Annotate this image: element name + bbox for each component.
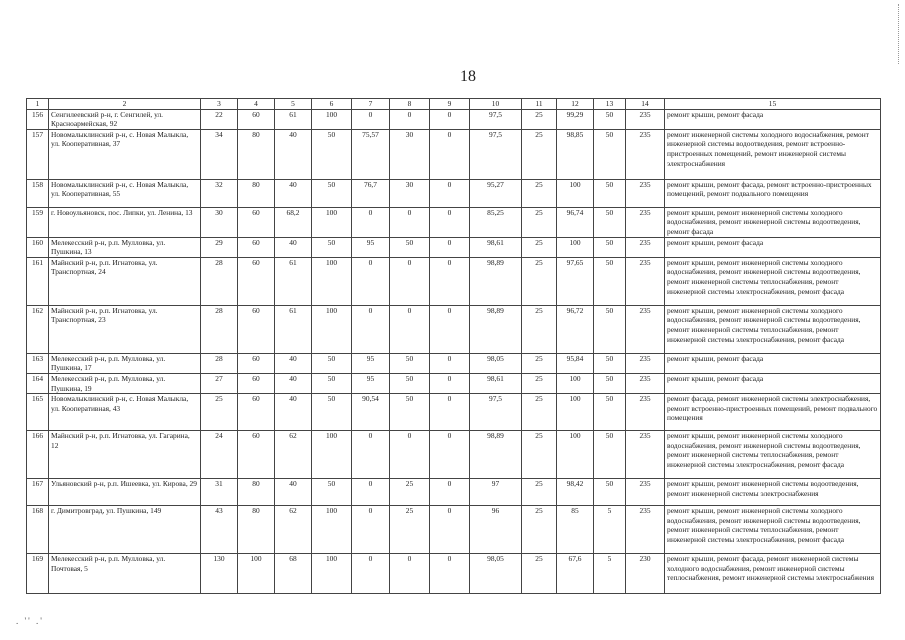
- col10-cell: 95,27: [470, 179, 522, 207]
- col3-cell: 28: [201, 257, 238, 305]
- table-row: [27, 479, 881, 506]
- col12-cell: 98,85: [557, 129, 594, 179]
- table-row: [27, 257, 881, 305]
- col12-cell: 85: [557, 506, 594, 554]
- col7-cell: 95: [352, 373, 390, 393]
- col9-cell: 0: [430, 129, 470, 179]
- col5-cell: 61: [275, 257, 312, 305]
- col11-cell: 25: [522, 479, 557, 506]
- table-row: [27, 431, 881, 479]
- col12-cell: 100: [557, 394, 594, 431]
- address-cell: г. Новоульяновск, пос. Липки, ул. Ленина, 13: [49, 207, 201, 237]
- col10-cell: 98,89: [470, 257, 522, 305]
- row-number: 157: [27, 129, 49, 179]
- col4-cell: 60: [238, 431, 275, 479]
- col4-cell: 80: [238, 129, 275, 179]
- col5-cell: 62: [275, 506, 312, 554]
- col12-cell: 100: [557, 431, 594, 479]
- col11-cell: 25: [522, 506, 557, 554]
- row-number: 158: [27, 179, 49, 207]
- col9-cell: 0: [430, 479, 470, 506]
- col7-cell: 0: [352, 506, 390, 554]
- col7-cell: 0: [352, 554, 390, 594]
- col13-cell: 50: [594, 109, 626, 129]
- col7-cell: 90,54: [352, 394, 390, 431]
- col7-cell: 0: [352, 207, 390, 237]
- row-number: 165: [27, 394, 49, 431]
- col4-cell: 60: [238, 305, 275, 353]
- col4-cell: 80: [238, 506, 275, 554]
- col3-cell: 43: [201, 506, 238, 554]
- works-cell: ремонт крыши, ремонт инженерной системы водоотведения, ремонт инженерной системы электроснабжения: [665, 479, 881, 506]
- col3-cell: 130: [201, 554, 238, 594]
- col14-cell: 235: [626, 237, 665, 257]
- row-number: 163: [27, 353, 49, 373]
- col14-cell: 235: [626, 353, 665, 373]
- col8-cell: 50: [390, 394, 430, 431]
- col13-cell: 50: [594, 479, 626, 506]
- col12-cell: 98,42: [557, 479, 594, 506]
- col9-cell: 0: [430, 179, 470, 207]
- col3-cell: 22: [201, 109, 238, 129]
- col7-cell: 0: [352, 479, 390, 506]
- table-row: [27, 305, 881, 353]
- col3-cell: 30: [201, 207, 238, 237]
- col4-cell: 80: [238, 479, 275, 506]
- column-header-9: 9: [430, 99, 470, 110]
- col13-cell: 50: [594, 179, 626, 207]
- col12-cell: 67,6: [557, 554, 594, 594]
- address-cell: Мелекесский р-н, р.п. Мулловка, ул. Почтовая, 5: [49, 554, 201, 594]
- col9-cell: 0: [430, 257, 470, 305]
- col5-cell: 40: [275, 479, 312, 506]
- col11-cell: 25: [522, 353, 557, 373]
- column-header-7: 7: [352, 99, 390, 110]
- table-row: [27, 353, 881, 373]
- col9-cell: 0: [430, 207, 470, 237]
- address-cell: Сенгилеевский р-н, г. Сенгилей, ул. Красноармейская, 92: [49, 109, 201, 129]
- col8-cell: 50: [390, 353, 430, 373]
- col13-cell: 50: [594, 394, 626, 431]
- col8-cell: 25: [390, 506, 430, 554]
- col5-cell: 40: [275, 237, 312, 257]
- table-row: [27, 237, 881, 257]
- works-cell: ремонт крыши, ремонт инженерной системы холодного водоснабжения, ремонт инженерной системы водоотведения, ремонт инженерной системы теплоснабжения, ремонт инженерной системы электроснабжения, ремонт фасада: [665, 257, 881, 305]
- scan-edge-mark: [888, 4, 899, 64]
- column-header-4: 4: [238, 99, 275, 110]
- address-cell: Новомалыклинский р-н, с. Новая Малыкла, ул. Кооперативная, 55: [49, 179, 201, 207]
- col11-cell: 25: [522, 431, 557, 479]
- works-cell: ремонт крыши, ремонт фасада, ремонт встроенно-пристроенных помещений, ремонт подвального помещения: [665, 179, 881, 207]
- col14-cell: 235: [626, 373, 665, 393]
- col7-cell: 75,57: [352, 129, 390, 179]
- column-header-5: 5: [275, 99, 312, 110]
- col5-cell: 40: [275, 394, 312, 431]
- col6-cell: 50: [312, 394, 352, 431]
- col6-cell: 50: [312, 373, 352, 393]
- col12-cell: 95,84: [557, 353, 594, 373]
- col6-cell: 100: [312, 554, 352, 594]
- col6-cell: 100: [312, 305, 352, 353]
- col7-cell: 0: [352, 257, 390, 305]
- col13-cell: 5: [594, 506, 626, 554]
- col14-cell: 235: [626, 506, 665, 554]
- col11-cell: 25: [522, 305, 557, 353]
- column-header-11: 11: [522, 99, 557, 110]
- col8-cell: 30: [390, 129, 430, 179]
- column-header-13: 13: [594, 99, 626, 110]
- col13-cell: 50: [594, 373, 626, 393]
- col6-cell: 100: [312, 207, 352, 237]
- address-cell: Майнский р-н, р.п. Игнатовка, ул. Транспортная, 23: [49, 305, 201, 353]
- col11-cell: 25: [522, 373, 557, 393]
- col8-cell: 0: [390, 431, 430, 479]
- col3-cell: 28: [201, 353, 238, 373]
- col11-cell: 25: [522, 129, 557, 179]
- col9-cell: 0: [430, 373, 470, 393]
- col10-cell: 98,61: [470, 373, 522, 393]
- col10-cell: 85,25: [470, 207, 522, 237]
- col14-cell: 235: [626, 207, 665, 237]
- column-header-1: 1: [27, 99, 49, 110]
- col8-cell: 0: [390, 257, 430, 305]
- table-row: [27, 394, 881, 431]
- col7-cell: 95: [352, 237, 390, 257]
- works-cell: ремонт крыши, ремонт инженерной системы холодного водоснабжения, ремонт инженерной системы водоотведения, ремонт инженерной системы теплоснабжения, ремонт инженерной системы электроснабжения, ремонт фасада: [665, 506, 881, 554]
- col4-cell: 60: [238, 394, 275, 431]
- col3-cell: 28: [201, 305, 238, 353]
- col11-cell: 25: [522, 207, 557, 237]
- col6-cell: 50: [312, 353, 352, 373]
- column-header-14: 14: [626, 99, 665, 110]
- table-row: [27, 373, 881, 393]
- col7-cell: 0: [352, 109, 390, 129]
- address-cell: Майнский р-н, р.п. Игнатовка, ул. Транспортная, 24: [49, 257, 201, 305]
- col5-cell: 62: [275, 431, 312, 479]
- col8-cell: 0: [390, 305, 430, 353]
- address-cell: Мелекесский р-н, р.п. Мулловка, ул. Пушкина, 17: [49, 353, 201, 373]
- col5-cell: 61: [275, 109, 312, 129]
- col9-cell: 0: [430, 431, 470, 479]
- col12-cell: 100: [557, 237, 594, 257]
- works-cell: ремонт фасада, ремонт инженерной системы электроснабжения, ремонт встроенно-пристроенных помещений, ремонт подвального помещения: [665, 394, 881, 431]
- col10-cell: 98,05: [470, 554, 522, 594]
- col9-cell: 0: [430, 353, 470, 373]
- row-number: 166: [27, 431, 49, 479]
- col3-cell: 34: [201, 129, 238, 179]
- works-cell: ремонт инженерной системы холодного водоснабжения, ремонт инженерной системы водоотведения, ремонт встроенно-пристроенных помещений, ремонт инженерной системы электроснабжения: [665, 129, 881, 179]
- col6-cell: 100: [312, 257, 352, 305]
- col11-cell: 25: [522, 179, 557, 207]
- col10-cell: 97: [470, 479, 522, 506]
- col12-cell: 96,74: [557, 207, 594, 237]
- col5-cell: 40: [275, 353, 312, 373]
- col14-cell: 235: [626, 394, 665, 431]
- col9-cell: 0: [430, 394, 470, 431]
- page-number: 18: [460, 68, 476, 85]
- col6-cell: 50: [312, 129, 352, 179]
- col3-cell: 27: [201, 373, 238, 393]
- works-cell: ремонт крыши, ремонт фасада: [665, 373, 881, 393]
- col5-cell: 40: [275, 129, 312, 179]
- col12-cell: 100: [557, 373, 594, 393]
- col14-cell: 235: [626, 179, 665, 207]
- col13-cell: 50: [594, 305, 626, 353]
- works-cell: ремонт крыши, ремонт фасада: [665, 353, 881, 373]
- col13-cell: 50: [594, 257, 626, 305]
- col4-cell: 60: [238, 257, 275, 305]
- col7-cell: 0: [352, 305, 390, 353]
- col14-cell: 230: [626, 554, 665, 594]
- address-cell: Мелекесский р-н, р.п. Мулловка, ул. Пушкина, 13: [49, 237, 201, 257]
- table-body: [27, 109, 881, 594]
- column-header-15: 15: [665, 99, 881, 110]
- col3-cell: 25: [201, 394, 238, 431]
- col3-cell: 24: [201, 431, 238, 479]
- col13-cell: 50: [594, 353, 626, 373]
- works-cell: ремонт крыши, ремонт инженерной системы холодного водоснабжения, ремонт инженерной системы водоотведения, ремонт инженерной системы теплоснабжения, ремонт инженерной системы электроснабжения, ремонт фасада: [665, 305, 881, 353]
- address-cell: Новомалыклинский р-н, с. Новая Малыкла, ул. Кооперативная, 43: [49, 394, 201, 431]
- table-row: [27, 207, 881, 237]
- col14-cell: 235: [626, 431, 665, 479]
- address-cell: Новомалыклинский р-н, с. Новая Малыкла, ул. Кооперативная, 37: [49, 129, 201, 179]
- col9-cell: 0: [430, 305, 470, 353]
- row-number: 156: [27, 109, 49, 129]
- column-header-12: 12: [557, 99, 594, 110]
- col7-cell: 76,7: [352, 179, 390, 207]
- table-row: [27, 129, 881, 179]
- works-cell: ремонт крыши, ремонт инженерной системы холодного водоснабжения, ремонт инженерной системы водоотведения, ремонт фасада: [665, 207, 881, 237]
- col13-cell: 50: [594, 207, 626, 237]
- row-number: 162: [27, 305, 49, 353]
- table-row: [27, 554, 881, 594]
- col10-cell: 98,05: [470, 353, 522, 373]
- works-cell: ремонт крыши, ремонт фасада: [665, 109, 881, 129]
- col7-cell: 95: [352, 353, 390, 373]
- col4-cell: 60: [238, 373, 275, 393]
- col10-cell: 97,5: [470, 109, 522, 129]
- scan-artifact: . '' .': [16, 616, 44, 626]
- col8-cell: 50: [390, 237, 430, 257]
- col5-cell: 40: [275, 373, 312, 393]
- col11-cell: 25: [522, 257, 557, 305]
- col11-cell: 25: [522, 554, 557, 594]
- col11-cell: 25: [522, 237, 557, 257]
- col13-cell: 50: [594, 431, 626, 479]
- col10-cell: 98,89: [470, 305, 522, 353]
- row-number: 159: [27, 207, 49, 237]
- col14-cell: 235: [626, 479, 665, 506]
- col9-cell: 0: [430, 554, 470, 594]
- col12-cell: 97,65: [557, 257, 594, 305]
- col4-cell: 80: [238, 179, 275, 207]
- table-row: [27, 109, 881, 129]
- column-header-2: 2: [49, 99, 201, 110]
- col6-cell: 50: [312, 179, 352, 207]
- col3-cell: 31: [201, 479, 238, 506]
- row-number: 169: [27, 554, 49, 594]
- col8-cell: 0: [390, 554, 430, 594]
- col5-cell: 68: [275, 554, 312, 594]
- col14-cell: 235: [626, 305, 665, 353]
- address-cell: г. Димитровград, ул. Пушкина, 149: [49, 506, 201, 554]
- col6-cell: 100: [312, 109, 352, 129]
- col3-cell: 32: [201, 179, 238, 207]
- col14-cell: 235: [626, 257, 665, 305]
- col5-cell: 40: [275, 179, 312, 207]
- row-number: 161: [27, 257, 49, 305]
- col10-cell: 98,61: [470, 237, 522, 257]
- header-row: [27, 99, 881, 110]
- row-number: 164: [27, 373, 49, 393]
- column-header-3: 3: [201, 99, 238, 110]
- col4-cell: 60: [238, 353, 275, 373]
- col14-cell: 235: [626, 129, 665, 179]
- col6-cell: 100: [312, 506, 352, 554]
- row-number: 168: [27, 506, 49, 554]
- address-cell: Мелекесский р-н, р.п. Мулловка, ул. Пушкина, 19: [49, 373, 201, 393]
- col11-cell: 25: [522, 394, 557, 431]
- col13-cell: 50: [594, 237, 626, 257]
- col10-cell: 97,5: [470, 129, 522, 179]
- col9-cell: 0: [430, 109, 470, 129]
- col6-cell: 50: [312, 479, 352, 506]
- address-cell: Ульяновский р-н, р.п. Ишеевка, ул. Кирова, 29: [49, 479, 201, 506]
- works-cell: ремонт крыши, ремонт фасада, ремонт инженерной системы холодного водоснабжения, ремонт инженерной системы теплоснабжения, ремонт инженерной системы электроснабжения: [665, 554, 881, 594]
- col10-cell: 98,89: [470, 431, 522, 479]
- row-number: 160: [27, 237, 49, 257]
- table-row: [27, 179, 881, 207]
- col14-cell: 235: [626, 109, 665, 129]
- column-header-6: 6: [312, 99, 352, 110]
- column-header-10: 10: [470, 99, 522, 110]
- col6-cell: 100: [312, 431, 352, 479]
- table-row: [27, 506, 881, 554]
- col9-cell: 0: [430, 237, 470, 257]
- column-header-8: 8: [390, 99, 430, 110]
- data-table: [26, 98, 881, 594]
- col12-cell: 100: [557, 179, 594, 207]
- col8-cell: 25: [390, 479, 430, 506]
- col9-cell: 0: [430, 506, 470, 554]
- col5-cell: 61: [275, 305, 312, 353]
- col12-cell: 99,29: [557, 109, 594, 129]
- col4-cell: 60: [238, 207, 275, 237]
- row-number: 167: [27, 479, 49, 506]
- col8-cell: 0: [390, 207, 430, 237]
- col4-cell: 60: [238, 109, 275, 129]
- col4-cell: 60: [238, 237, 275, 257]
- col8-cell: 50: [390, 373, 430, 393]
- col10-cell: 97,5: [470, 394, 522, 431]
- col7-cell: 0: [352, 431, 390, 479]
- col12-cell: 96,72: [557, 305, 594, 353]
- col3-cell: 29: [201, 237, 238, 257]
- address-cell: Майнский р-н, р.п. Игнатовка, ул. Гагарина, 12: [49, 431, 201, 479]
- col10-cell: 96: [470, 506, 522, 554]
- col13-cell: 5: [594, 554, 626, 594]
- col8-cell: 30: [390, 179, 430, 207]
- col8-cell: 0: [390, 109, 430, 129]
- col4-cell: 100: [238, 554, 275, 594]
- col13-cell: 50: [594, 129, 626, 179]
- col6-cell: 50: [312, 237, 352, 257]
- works-cell: ремонт крыши, ремонт инженерной системы холодного водоснабжения, ремонт инженерной системы водоотведения, ремонт инженерной системы теплоснабжения, ремонт инженерной системы электроснабжения, ремонт фасада: [665, 431, 881, 479]
- col5-cell: 68,2: [275, 207, 312, 237]
- col11-cell: 25: [522, 109, 557, 129]
- works-cell: ремонт крыши, ремонт фасада: [665, 237, 881, 257]
